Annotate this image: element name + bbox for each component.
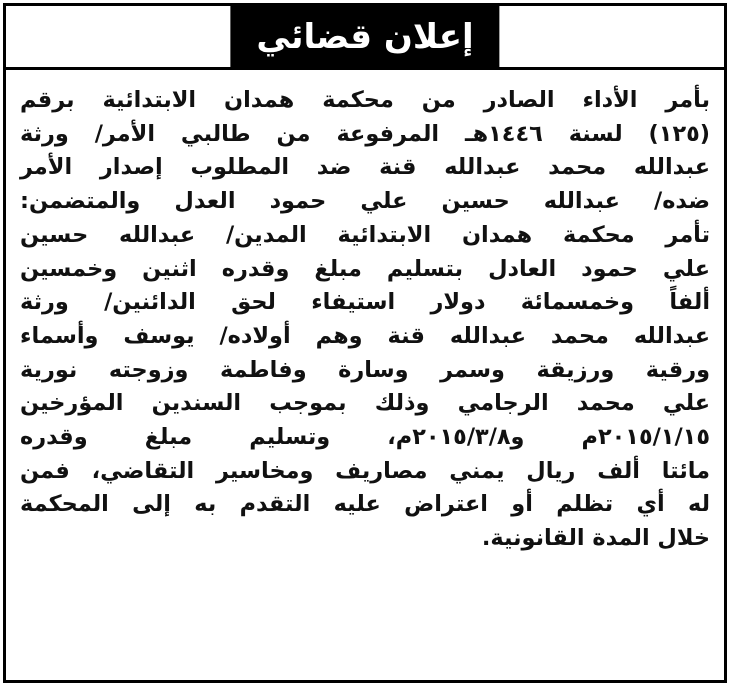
body-line: مائتا ألف ريال يمني مصاريف ومخاسير التقاضي، فمن [20,457,710,484]
legal-notice [3,3,727,683]
body-line: عبدالله محمد عبدالله قنة وهم أولاده/ يوسف وأسماء [20,322,710,349]
body-line: ضده/ عبدالله حسين علي حمود العدل والمتضمن: [20,188,710,215]
body-line: له أي تظلم أو اعتراض عليه التقدم به إلى المحكمة [20,491,710,518]
body-line: علي محمد الرجامي وذلك بموجب السندين المؤرخين [20,390,710,417]
body-line: ألفاً وخمسمائة دولار استيفاء لحق الدائنين/ ورثة [20,289,710,316]
body-line: (١٢٥) لسنة ١٤٤٦هـ المرفوعة من طالبي الأمر/ ورثة [20,120,711,147]
notice-title: إعلان قضائي [230,6,499,67]
body-line: خلال المدة القانونية. [481,525,710,552]
body-line: علي حمود العادل بتسليم مبلغ وقدره اثنين وخمسين [20,255,710,282]
body-line: عبدالله محمد عبدالله قنة ضد المطلوب إصدار الأمر [20,154,710,181]
body-line: بأمر الأداء الصادر من محكمة همدان الابتدائية برقم [20,87,710,113]
body-line: ورقية ورزيقة وسمر وسارة وفاطمة وزوجته نورية [20,356,710,383]
title-band [6,6,724,70]
notice-body [6,70,724,556]
body-line: ٢٠١٥/١/١٥م و٢٠١٥/٣/٨م، وتسليم مبلغ وقدره [20,424,710,451]
body-line: تأمر محكمة همدان الابتدائية المدين/ عبدالله حسين [20,221,710,248]
